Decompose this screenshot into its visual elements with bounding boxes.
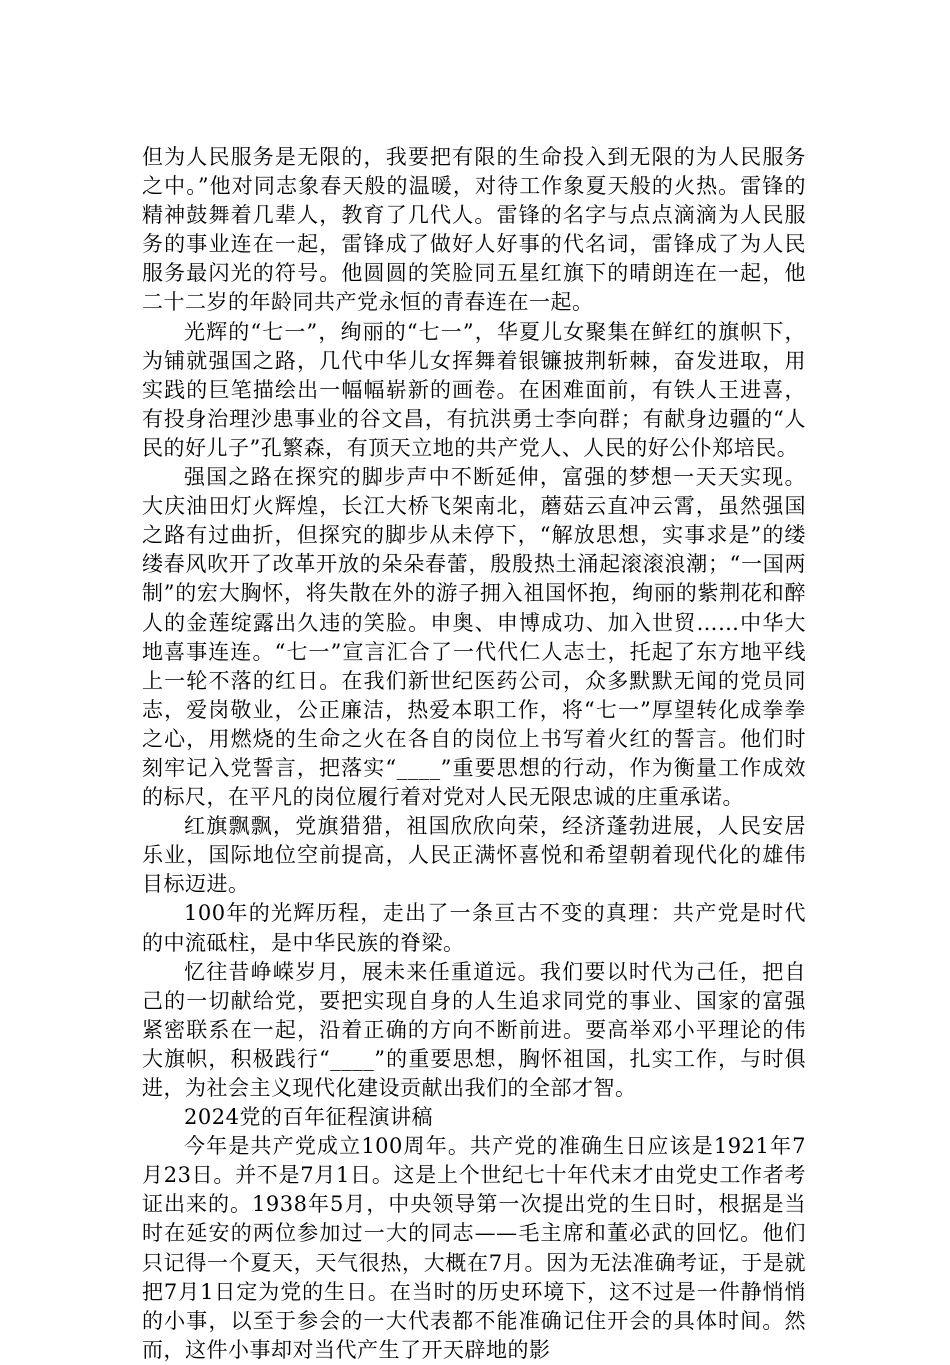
paragraph-road-to-strong-nation: 强国之路在探究的脚步声中不断延伸，富强的梦想一天天实现。大庆油田灯火辉煌，长江大桥飞架南北，蘑菇云直冲云霄，虽然强国之路有过曲折，但探究的脚步从未停下，“解放思想，实事求是”的缕缕春风吹开了改革开放的朵朵春蕾，殷殷热土涌起滚滚浪潮；“一国两制”的宏大胸怀，将失散在外的游子拥入祖国怀抱，绚丽的紫荆花和醉人的金莲绽露出久违的笑脸。申奥、申博成功、加入世贸……中华大地喜事连连。“七一”宣言汇合了一代代仁人志士，托起了东方地平线上一轮不落的红日。在我们新世纪医药公司，众多默默无闻的党员同志，爱岗敬业，公正廉洁，热爱本职工作，将“七一”厚望转化成拳拳之心，用燃烧的生命之火在各自的岗位上书写着火红的誓言。他们时刻牢记入党誓言，把落实“____”重要思想的行动，作为衡量工作成效的标尺，在平凡的岗位履行着对党对人民无限忠诚的庄重承诺。 [142, 465, 806, 810]
paragraph-hundred-years: 100年的光辉历程，走出了一条亘古不变的真理：共产党是时代的中流砥柱，是中华民族的脊梁。 [142, 901, 806, 955]
section-heading: 2024党的百年征程演讲稿 [184, 1105, 433, 1130]
document-body [142, 143, 806, 1365]
paragraph-red-flags: 红旗飘飘，党旗猎猎，祖国欣欣向荣，经济蓬勃进展，人民安居乐业，国际地位空前提高，人民正满怀喜悦和希望朝着现代化的雄伟目标迈进。 [142, 814, 806, 897]
paragraph-glorious-july-first: 光辉的“七一”，绚丽的“七一”，华夏儿女聚集在鲜红的旗帜下，为铺就强国之路，几代中华儿女挥舞着银镰披荆斩棘，奋发进取，用实践的巨笔描绘出一幅幅崭新的画卷。在困难面前，有铁人王进喜，有投身治理沙患事业的谷文昌，有抗洪勇士李向群；有献身边疆的“人民的好儿子”孔繁森，有顶天立地的共产党人、人民的好公仆郑培民。 [142, 319, 806, 460]
paragraph-lei-feng: 但为人民服务是无限的，我要把有限的生命投入到无限的为人民服务之中。”他对同志象春天般的温暖，对待工作象夏天般的火热。雷锋的精神鼓舞着几辈人，教育了几代人。雷锋的名字与点点滴滴为人民服务的事业连在一起，雷锋成了做好人好事的代名词，雷锋成了为人民服务最闪光的符号。他圆圆的笑脸同五星红旗下的晴朗连在一起，他二十二岁的年龄同共产党永恒的青春连在一起。 [142, 145, 806, 315]
paragraph-party-birthday: 今年是共产党成立100周年。共产党的准确生日应该是1921年7月23日。并不是7月1日。这是上个世纪七十年代末才由党史工作者考证出来的。1938年5月，中央领导第一次提出党的生日时，根据是当时在延安的两位参加过一大的同志——毛主席和董必武的回忆。他们只记得一个夏天，天气很热，大概在7月。因为无法准确考证，于是就把7月1日定为党的生日。在当时的历史环境下，这不过是一件静悄悄的小事，以至于参会的一大代表都不能准确记住开会的具体时间。然而，这件小事却对当代产生了开天辟地的影 [142, 1134, 806, 1362]
paragraph-recall-past: 忆往昔峥嵘岁月，展未来任重道远。我们要以时代为己任，把自己的一切献给党，要把实现自身的人生追求同党的事业、国家的富强紧密联系在一起，沿着正确的方向不断前进。要高举邓小平理论的伟大旗帜，积极践行“____”的重要思想，胸怀祖国，扎实工作，与时俱进，为社会主义现代化建设贡献出我们的全部才智。 [142, 959, 806, 1100]
